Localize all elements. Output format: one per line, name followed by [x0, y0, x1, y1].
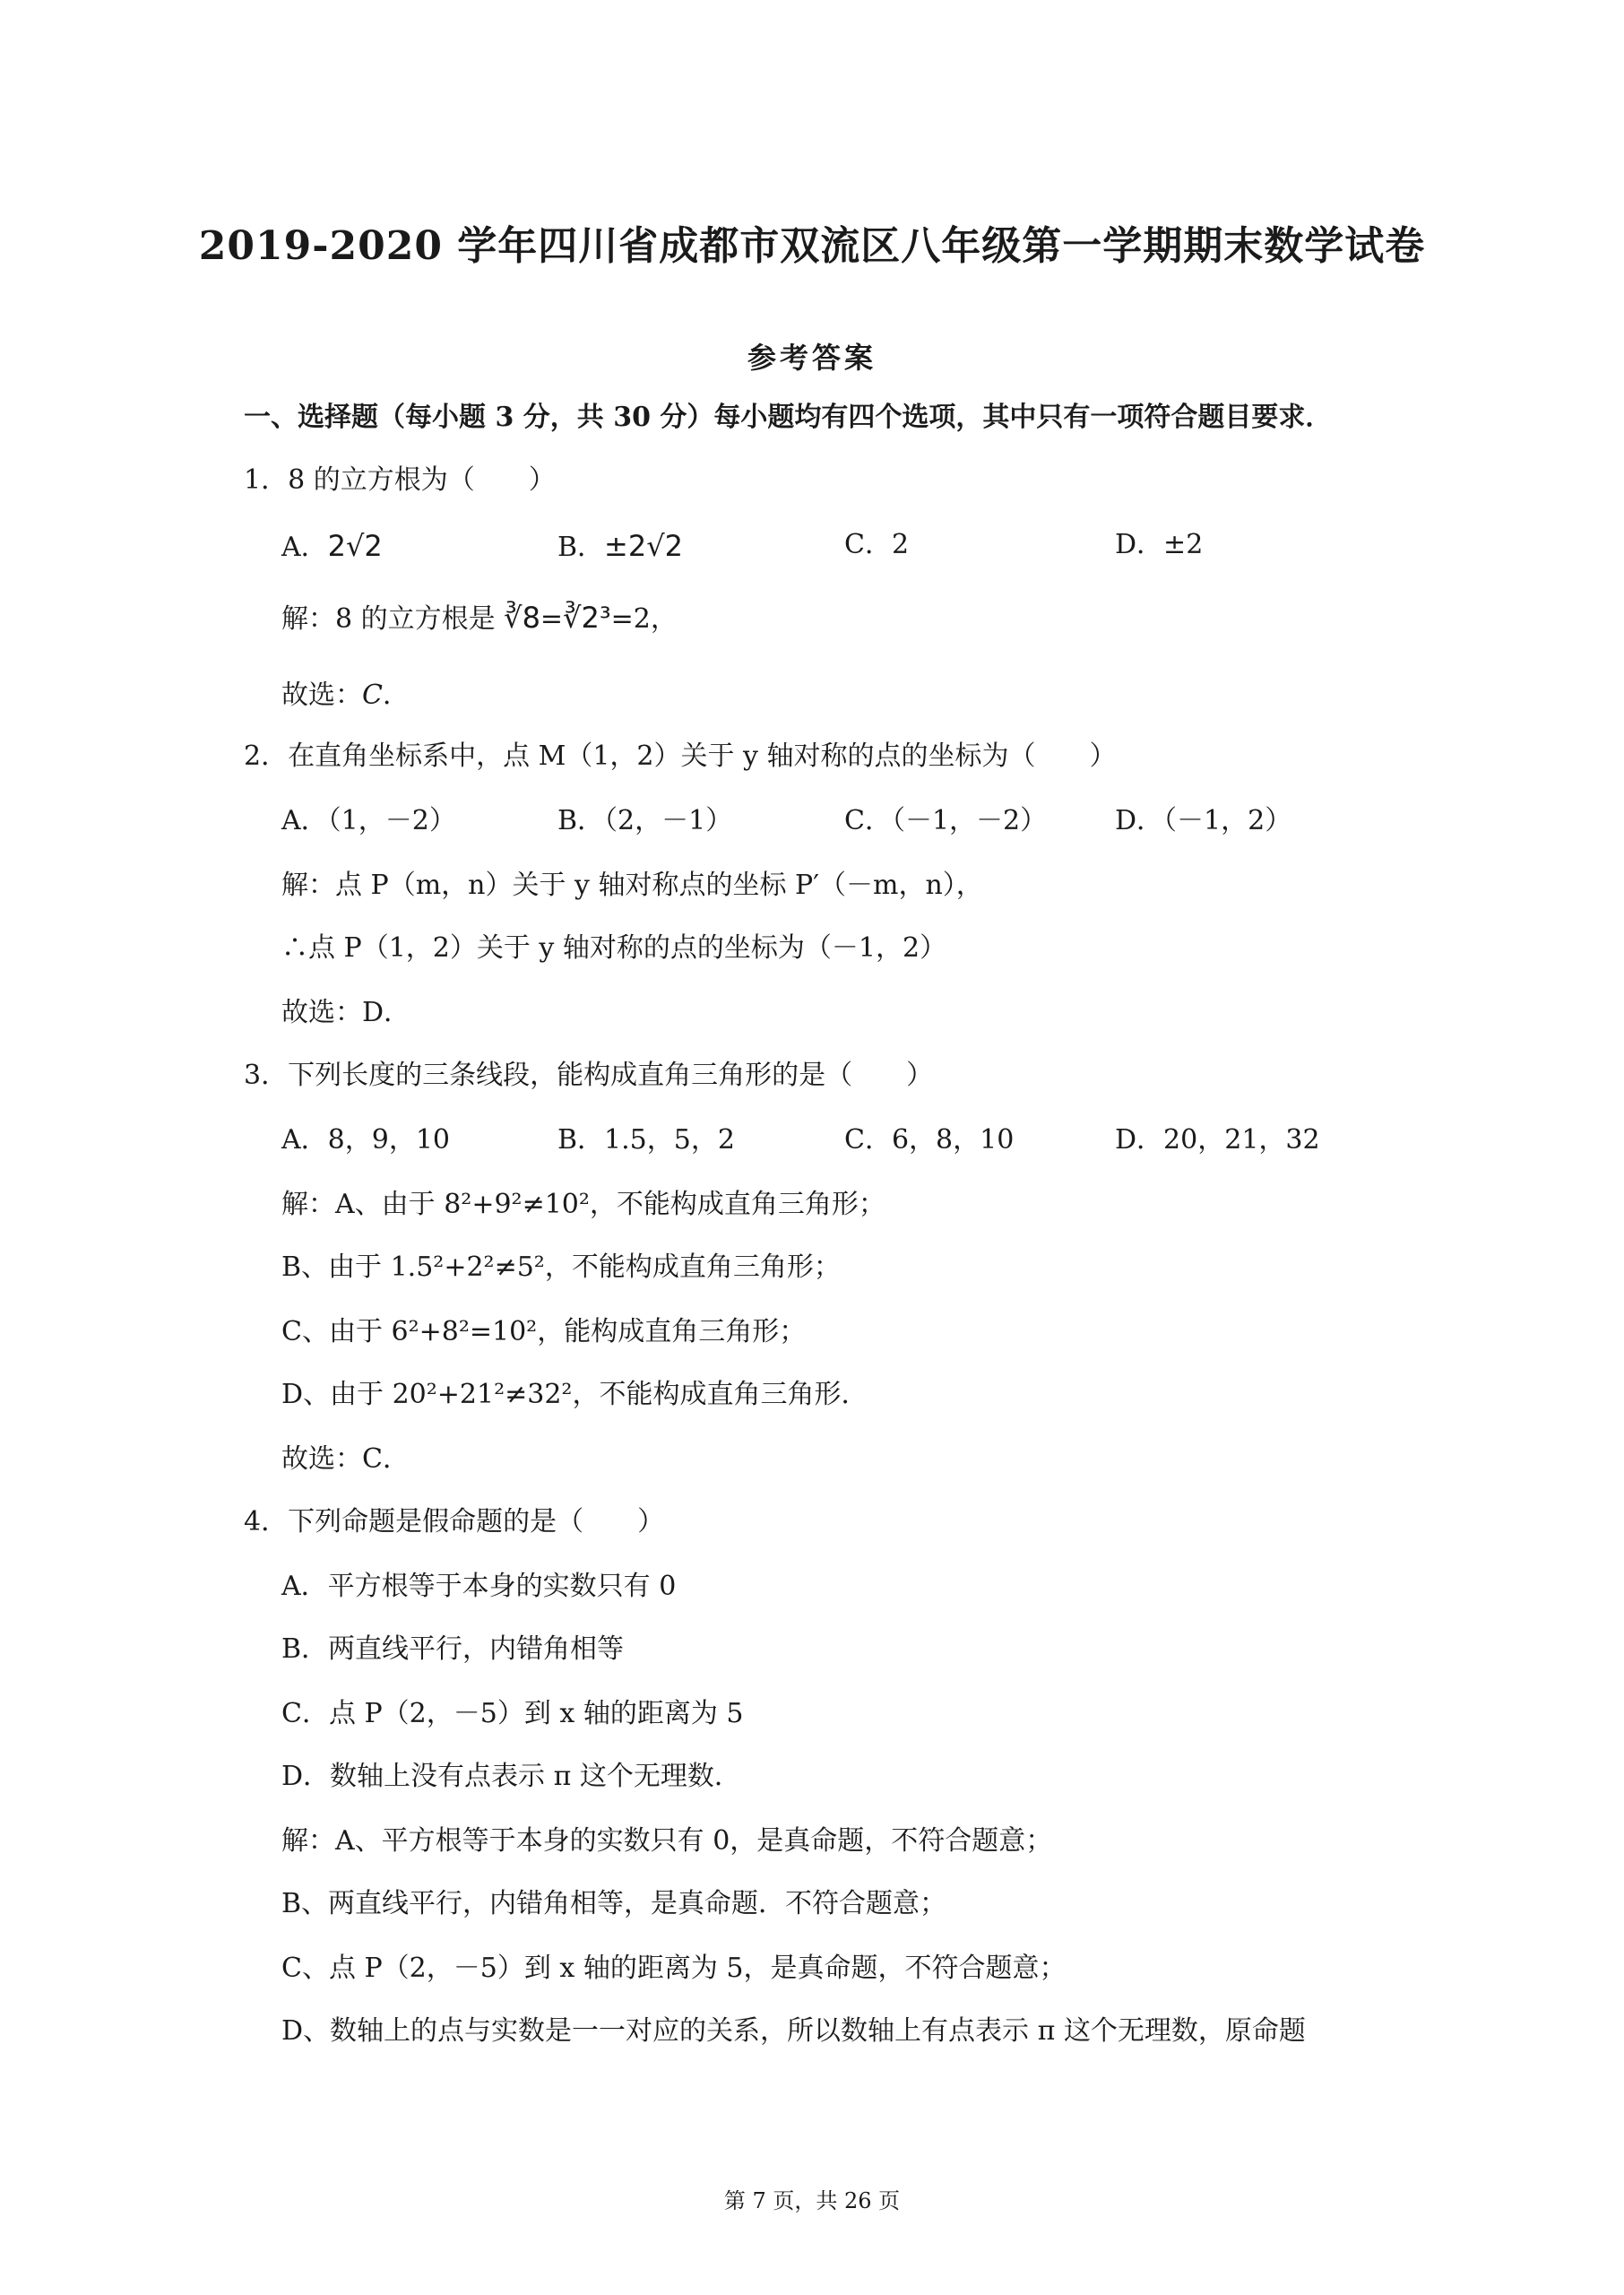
q2-stem: 2．在直角坐标系中，点 M（1，2）关于 y 轴对称的点的坐标为（ ）: [244, 740, 1117, 772]
q4-solution-a: 解：A、平方根等于本身的实数只有 0，是真命题，不符合题意；: [281, 1825, 1053, 1857]
q1-option-d: D．±2: [1115, 529, 1204, 560]
q3-solution-a: 解：A、由于 8²+9²≠10²，不能构成直角三角形；: [281, 1189, 885, 1220]
q1-option-c: C．2: [844, 529, 910, 560]
q4-option-d: D．数轴上没有点表示 π 这个无理数．: [281, 1761, 741, 1792]
q4-option-a: A．平方根等于本身的实数只有 0: [281, 1571, 677, 1602]
q2-option-c: C．（－1，－2）: [844, 805, 1048, 836]
q3-option-c: C．6，8，10: [844, 1124, 1015, 1156]
q1-solution: [281, 601, 678, 636]
q2-solution-line1: 解：点 P（m，n）关于 y 轴对称点的坐标 P′（－m，n），: [281, 870, 983, 901]
q3-option-a: A．8，9，10: [281, 1124, 451, 1156]
q1-cube-root-2-cubed: ∛2³: [563, 601, 611, 635]
q3-option-b: B．1.5，5，2: [557, 1124, 735, 1156]
q3-solution-c: C、由于 6²+8²=10²，能构成直角三角形；: [281, 1316, 807, 1347]
q1-option-a: [281, 529, 383, 564]
q3-option-d: D．20，21，32: [1115, 1124, 1320, 1156]
q1-equals: =: [540, 603, 564, 635]
q2-option-a: A．（1，－2）: [281, 805, 456, 836]
q2-option-b: B．（2，－1）: [557, 805, 733, 836]
document-title: 2019-2020 学年四川省成都市双流区八年级第一学期期末数学试卷: [198, 223, 1426, 269]
q3-answer: 故选：C．: [281, 1443, 410, 1475]
q3-stem: 3．下列长度的三条线段，能构成直角三角形的是（ ）: [244, 1060, 934, 1091]
q3-solution-d: D、由于 20²+21²≠32²，不能构成直角三角形．: [281, 1379, 868, 1410]
q4-solution-c: C、点 P（2，－5）到 x 轴的距离为 5，是真命题，不符合题意；: [281, 1953, 1067, 1984]
q4-option-c: C．点 P（2，－5）到 x 轴的距离为 5: [281, 1698, 744, 1729]
q1-answer-letter: C: [362, 680, 383, 711]
q1-option-a-value: 2√2: [327, 529, 383, 563]
q1-answer: [281, 680, 410, 712]
q1-solution-text: 解：8 的立方根是: [281, 603, 505, 635]
q1-option-b: [557, 529, 683, 564]
q4-stem: 4．下列命题是假命题的是（ ）: [244, 1506, 665, 1537]
q2-solution-line2: ∴点 P（1，2）关于 y 轴对称的点的坐标为（－1，2）: [281, 932, 947, 964]
page-footer: 第 7 页，共 26 页: [723, 2188, 901, 2213]
q1-option-a-label: A．: [281, 532, 328, 563]
q4-option-b: B．两直线平行，内错角相等: [281, 1633, 625, 1665]
q2-answer: 故选：D．: [281, 997, 411, 1028]
q1-stem: 1．8 的立方根为（ ）: [244, 464, 556, 496]
q2-option-d: D．（－1，2）: [1115, 805, 1292, 836]
answer-key-heading: 参考答案: [747, 341, 877, 375]
q4-solution-d: D、数轴上的点与实数是一一对应的关系，所以数轴上有点表示 π 这个无理数，原命题: [281, 2015, 1306, 2047]
q1-answer-end: ．: [382, 680, 410, 711]
q3-solution-b: B、由于 1.5²+2²≠5²，不能构成直角三角形；: [281, 1251, 841, 1283]
q1-cube-root-8: ∛8: [504, 601, 540, 635]
q1-option-b-label: B．: [557, 532, 605, 563]
q1-solution-result: =2，: [610, 603, 678, 635]
q1-option-b-value: ±2√2: [604, 529, 683, 563]
q4-solution-b: B、两直线平行，内错角相等，是真命题．不符合题意；: [281, 1888, 947, 1919]
q1-answer-label: 故选：: [281, 680, 362, 711]
section-heading: 一、选择题（每小题 3 分，共 30 分）每小题均有四个选项，其中只有一项符合题目要求．: [244, 402, 1333, 433]
